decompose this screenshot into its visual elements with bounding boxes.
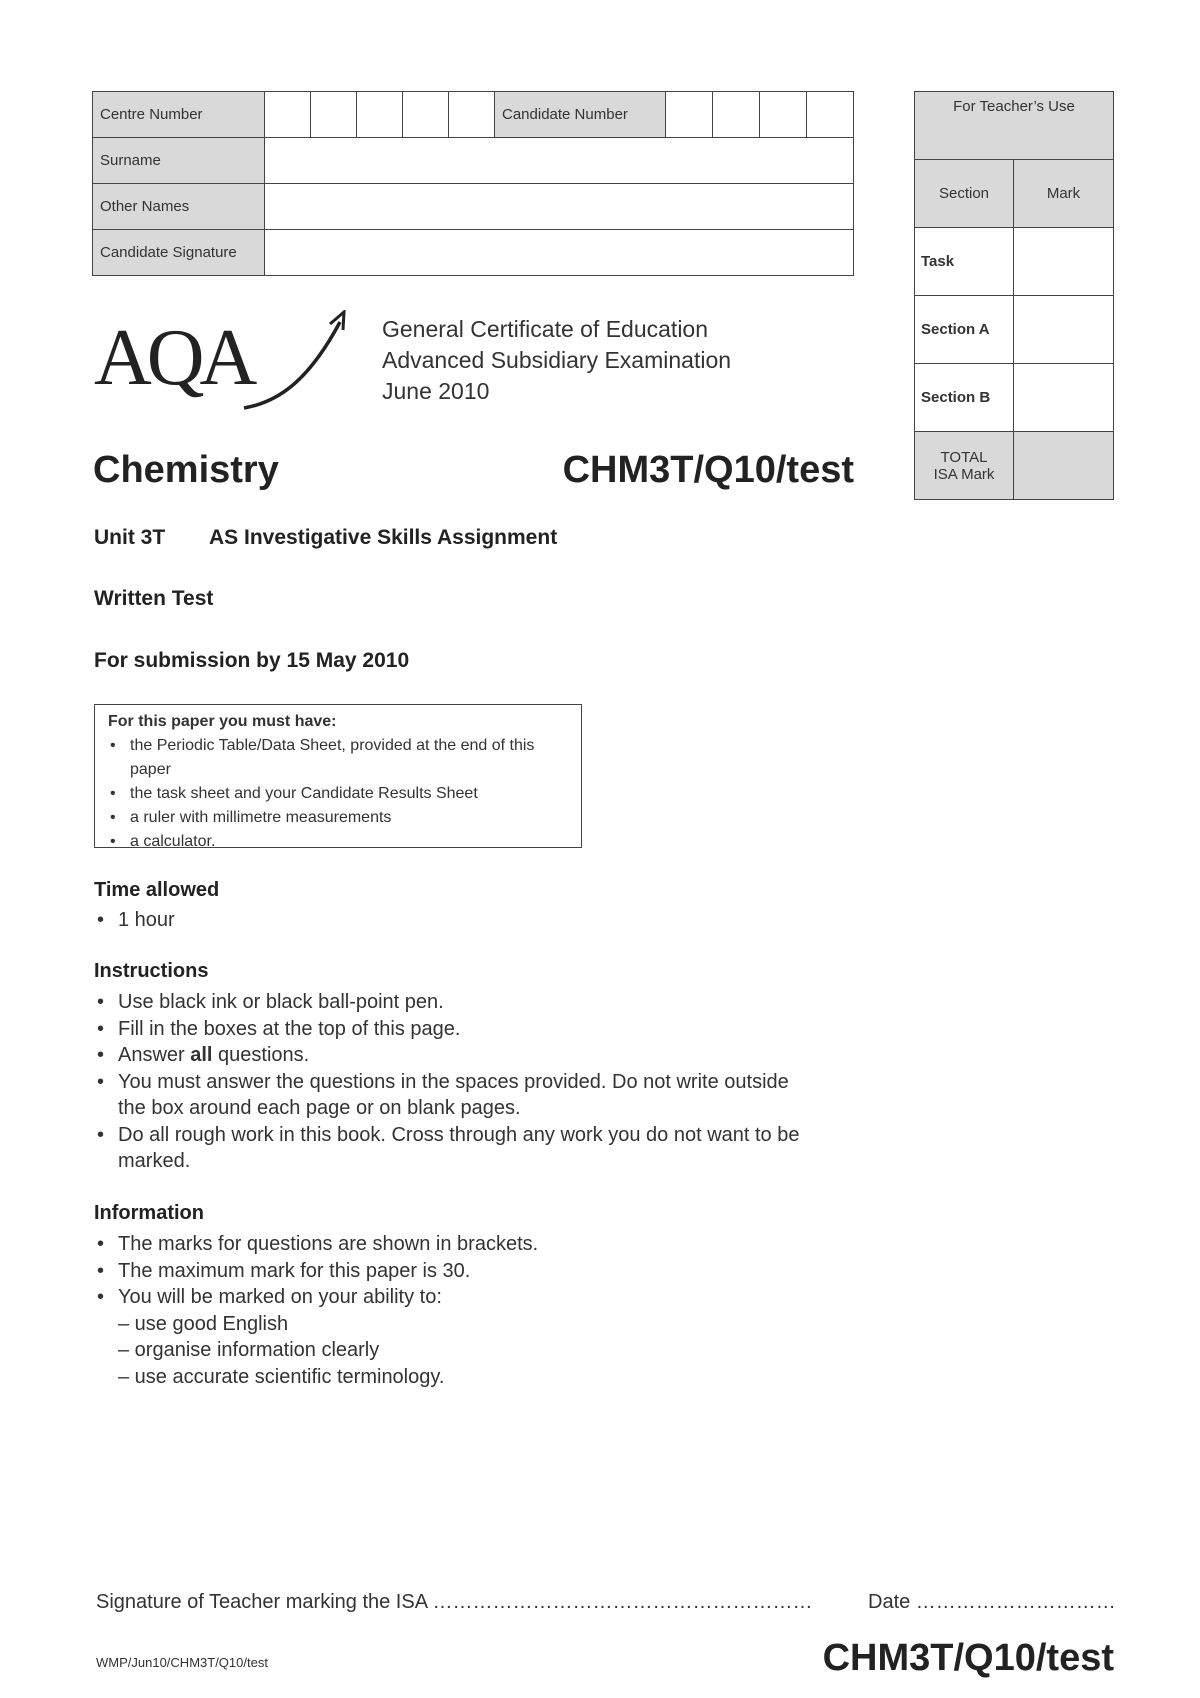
date-line[interactable]: Date ………………………… (868, 1591, 1116, 1613)
information-item: • The maximum mark for this paper is 30. (94, 1258, 814, 1285)
teacher-signature-line[interactable]: Signature of Teacher marking the ISA ………………………………………………… (96, 1591, 813, 1613)
candidate-number-box[interactable] (666, 92, 713, 138)
candidate-number-label: Candidate Number (495, 92, 666, 138)
surname-label: Surname (93, 138, 265, 184)
instruction-item: • Use black ink or black ball-point pen. (94, 989, 814, 1016)
mark-header: Mark (1014, 160, 1114, 228)
centre-number-box[interactable] (265, 92, 311, 138)
information-item: • The marks for questions are shown in brackets. (94, 1231, 814, 1258)
aqa-swoosh-arrow-icon (94, 310, 354, 410)
must-have-title: For this paper you must have: (108, 713, 337, 730)
section-b-row-label: Section B (915, 364, 1014, 432)
centre-number-box[interactable] (403, 92, 449, 138)
time-allowed-value: • 1 hour (94, 907, 794, 934)
candidate-number-box[interactable] (713, 92, 760, 138)
instruction-text: Answer (118, 1044, 191, 1066)
surname-field[interactable] (265, 138, 854, 184)
candidate-number-box[interactable] (760, 92, 807, 138)
must-have-item: • a calculator. (108, 830, 571, 854)
instruction-text: questions. (212, 1044, 310, 1066)
total-isa-mark-label (915, 432, 1014, 500)
centre-number-box[interactable] (357, 92, 403, 138)
paper-code: CHM3T/Q10/test (562, 449, 854, 491)
centre-number-label: Centre Number (93, 92, 265, 138)
section-a-mark-box[interactable] (1014, 296, 1114, 364)
centre-number-box[interactable] (449, 92, 495, 138)
information-sub-item: – organise information clearly (118, 1339, 380, 1361)
instructions-heading: Instructions (94, 960, 209, 982)
information-sub-item: – use good English (118, 1312, 289, 1335)
submission-date: For submission by 15 May 2010 (94, 649, 410, 672)
exam-line-1: General Certificate of Education (382, 316, 709, 342)
total-isa-mark-box[interactable] (1014, 432, 1114, 500)
aqa-logo (94, 310, 354, 410)
unit-label: Unit 3T (94, 526, 166, 549)
isa-mark-label: ISA Mark (933, 465, 995, 483)
task-row-label: Task (915, 228, 1014, 296)
instruction-item (94, 1042, 814, 1069)
must-have-item: • the task sheet and your Candidate Results Sheet (108, 782, 571, 806)
time-allowed-heading: Time allowed (94, 879, 220, 901)
section-header: Section (915, 160, 1014, 228)
footer-paper-code: CHM3T/Q10/test (822, 1637, 1114, 1679)
instruction-item: • Fill in the boxes at the top of this page. (94, 1016, 814, 1043)
must-have-item: • a ruler with millimetre measurements (108, 806, 571, 830)
other-names-label: Other Names (93, 184, 265, 230)
information-sub-item: – use accurate scientific terminology. (118, 1365, 445, 1388)
subject-title: Chemistry (93, 449, 279, 491)
must-have-item: • the Periodic Table/Data Sheet, provided at the end of this paper (108, 734, 571, 782)
total-label: TOTAL (940, 448, 988, 466)
instruction-item: • You must answer the questions in the spaces provided. Do not write outside the box around each page or on blank pages. (94, 1069, 814, 1122)
exam-line-2: Advanced Subsidiary Examination (382, 347, 732, 373)
teacher-use-table (914, 91, 1114, 500)
candidate-signature-field[interactable] (265, 230, 854, 276)
task-mark-box[interactable] (1014, 228, 1114, 296)
written-test-label: Written Test (94, 587, 214, 610)
candidate-number-box[interactable] (807, 92, 854, 138)
instruction-item: • Do all rough work in this book. Cross through any work you do not want to be marked. (94, 1122, 814, 1175)
centre-number-box[interactable] (311, 92, 357, 138)
unit-title: AS Investigative Skills Assignment (209, 526, 558, 549)
must-have-box (94, 704, 582, 848)
section-a-row-label: Section A (915, 296, 1014, 364)
teacher-use-title: For Teacher’s Use (915, 92, 1114, 160)
footer-reference: WMP/Jun10/CHM3T/Q10/test (96, 1655, 268, 1670)
information-item: • You will be marked on your ability to: (94, 1284, 814, 1311)
exam-line-3: June 2010 (382, 378, 490, 404)
candidate-details-table (92, 91, 854, 276)
other-names-field[interactable] (265, 184, 854, 230)
candidate-signature-label: Candidate Signature (93, 230, 265, 276)
aqa-logo-text: AQA (94, 314, 253, 402)
section-b-mark-box[interactable] (1014, 364, 1114, 432)
information-heading: Information (94, 1202, 204, 1224)
instruction-bold-text: all (190, 1044, 213, 1066)
